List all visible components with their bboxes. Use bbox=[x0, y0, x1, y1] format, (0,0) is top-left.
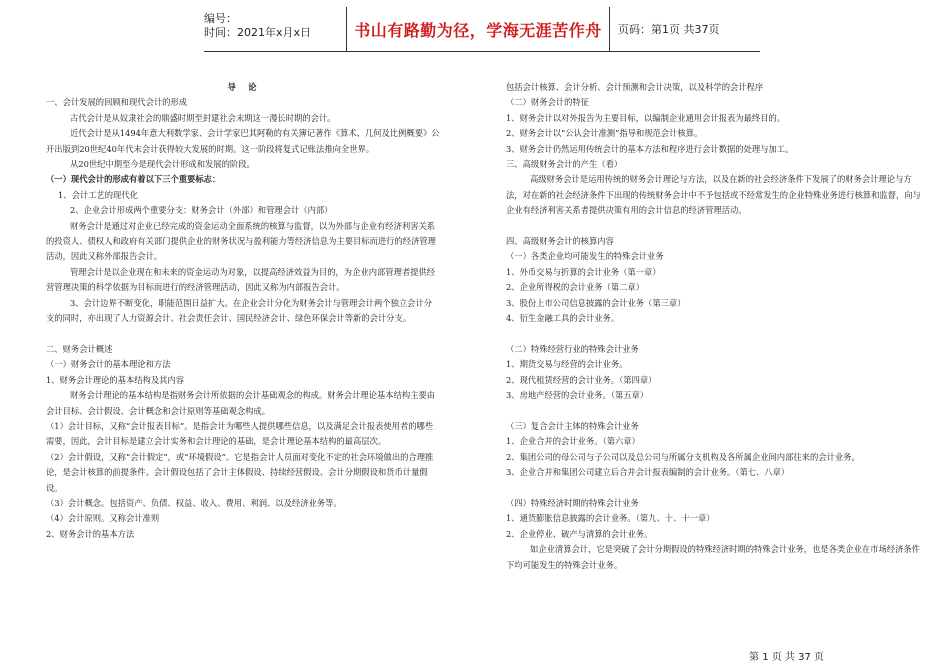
paragraph: 2、财务会计以“公认会计准测”指导和规范会计核算。 bbox=[506, 128, 703, 139]
paragraph: 3、财务会计仍然运用传统会计的基本方法和程序进行会计数据的处理与加工。 bbox=[506, 143, 794, 154]
paragraph: 四、高级财务会计的核算内容 bbox=[506, 236, 614, 247]
paragraph: 2、企业停业、破产与清算的会计业务。 bbox=[506, 528, 653, 539]
paragraph: 2、财务会计的基本方法 bbox=[46, 528, 135, 539]
spacer bbox=[506, 326, 928, 341]
paragraph: 1、企业合并的会计业务。（第六章） bbox=[506, 436, 640, 447]
time-label: 时间：2021年x月x日 bbox=[204, 26, 312, 39]
paragraph: （1）会计目标，又称“会计报表目标”。是指会计为哪些人提供哪些信息，以及满足会计报表使用者的哪些需要，因此，会计目标是建立会计实务和会计理论的基础，是会计理论基本结构的最高层次。 bbox=[46, 420, 434, 447]
paragraph: 3、房地产经营的会计业务。（第五章） bbox=[506, 390, 649, 401]
paragraph: 高级财务会计是运用传统的财务会计理论与方法，以及在新的社会经济条件下发展了的财务会计理论与方法，对在新的社会经济条件下出现的传统财务会计中不予包括或不经常发生的企业特殊业务进行核算和监督，向与企业有经济利害关系者提供决策有用的会计信息的经济管理活动。 bbox=[506, 174, 921, 216]
paragraph: 古代会计是从奴隶社会的鼎盛时期至封建社会末期这一漫长时期的会计。 bbox=[70, 112, 336, 123]
number-label: 编号： bbox=[204, 12, 237, 25]
paragraph: （二）财务会计的特征 bbox=[506, 97, 589, 108]
page-header bbox=[204, 7, 760, 52]
paragraph: 三、高级财务会计的产生（看） bbox=[506, 159, 623, 170]
paragraph: 二、财务会计概述 bbox=[46, 343, 113, 354]
paragraph: （一）财务会计的基本理论和方法 bbox=[46, 359, 171, 370]
paragraph: （4）会计原则。又称会计准则 bbox=[46, 513, 160, 524]
paragraph: （一）各类企业均可能发生的特殊会计业务 bbox=[506, 251, 664, 262]
paragraph: 2、现代租赁经营的会计业务。（第四章） bbox=[506, 374, 657, 385]
paragraph: 如企业清算会计，它是突破了会计分期假设的特殊经济时期的特殊会计业务，也是各类企业在市场经济条件下均可能发生的特殊会计业务。 bbox=[506, 544, 920, 570]
page-footer: 第 1 页 共 37 页 bbox=[749, 652, 824, 663]
paragraph: 3、企业合并和集团公司建立后合并会计报表编制的会计业务。（第七、八章） bbox=[506, 467, 790, 478]
paragraph: 1、外币交易与折算的会计业务（第一章） bbox=[506, 266, 661, 277]
paragraph: 从20世纪中期至今是现代会计形成和发展的阶段。 bbox=[70, 159, 255, 170]
paragraph: （三）复合会计主体的特殊会计业务 bbox=[506, 420, 639, 431]
paragraph: （二）特殊经营行业的特殊会计业务 bbox=[506, 343, 639, 354]
section-title: 导 论 bbox=[227, 82, 259, 92]
header-page-code: 页码：第1页 共37页 bbox=[618, 23, 720, 36]
paragraph: 近代会计是从1494年意大利数学家、会计学家巴其阿勒的有关簿记著作《算术、几何及比例概要》公开出版到20世纪40年代末会计获得较大发展的时期。这一阶段将复式记账法推向全世界。 bbox=[46, 128, 440, 154]
paragraph: 财务会计理论的基本结构是指财务会计所依据的会计基础观念的构成。财务会计理论基本结构主要由会计目标、会计假设、会计概念和会计原则等基础观念构成。 bbox=[46, 390, 436, 416]
spacer bbox=[506, 219, 928, 234]
paragraph: 管理会计是以企业现在和未来的资金运动为对象，以提高经济效益为目的，为企业内部管理者提供经营管理决策的科学依据为目标而进行的经济管理活动，因此又称为内部报告会计。 bbox=[46, 266, 436, 293]
paragraph: 3、会计边界不断变化，职能范围日益扩大。在企业会计分化为财务会计与管理会计两个独立会计分支的同时，亦出现了人力资源会计、社会责任会计、国民经济会计、绿色环保会计等新的会计分支。 bbox=[46, 297, 433, 324]
spacer bbox=[506, 404, 928, 419]
paragraph: 包括会计核算、会计分析、会计预测和会计决策，以及科学的会计程序 bbox=[506, 82, 764, 92]
paragraph: 财务会计是通过对企业已经完成的资金运动全面系统的核算与监督，以为外部与企业有经济利害关系的投资人、债权人和政府有关部门提供企业的财务状况与盈利能力等经济信息为主要目标而进行的经济管理活动，因此又称外部报告会计。 bbox=[46, 220, 436, 262]
paragraph: 1、财务会计以对外报告为主要目标，以编制企业通用会计报表为最终目的。 bbox=[506, 112, 786, 123]
paragraph: 2、企业所得税的会计业务（第二章） bbox=[506, 282, 645, 293]
paragraph: 1、财务会计理论的基本结构及其内容 bbox=[46, 374, 185, 385]
spacer bbox=[46, 327, 440, 342]
header-motto: 书山有路勤为径，学海无涯苦作舟 bbox=[346, 7, 610, 51]
left-column bbox=[46, 80, 440, 542]
paragraph: 2、集团公司的母公司与子公司以及总公司与所属分支机构及各所属企业间内部往来的会计业务。 bbox=[506, 451, 860, 462]
paragraph: 一、会计发展的回顾和现代会计的形成 bbox=[46, 97, 188, 108]
paragraph: 1、会计工艺的现代化 bbox=[58, 189, 138, 200]
paragraph: （四）特殊经济时期的特殊会计业务 bbox=[506, 497, 639, 508]
paragraph: （3）会计概念。包括资产、负债、权益、收入、费用、利润、以及经济业务等。 bbox=[46, 497, 342, 508]
paragraph: 1、通货膨胀信息披露的会计业务。（第九、十、十一章） bbox=[506, 513, 715, 524]
paragraph: 1、期货交易与经营的会计业务。 bbox=[506, 359, 628, 370]
right-column bbox=[506, 80, 928, 573]
paragraph: 2、企业会计形成两个重要分支：财务会计（外部）和管理会计（内部） bbox=[70, 205, 333, 216]
paragraph: 3、股份上市公司信息披露的会计业务（第三章） bbox=[506, 297, 686, 308]
paragraph: （一）现代会计的形成有着以下三个重要标志： bbox=[46, 174, 221, 185]
header-meta bbox=[204, 7, 346, 51]
paragraph: （2）会计假设，又称“会计假定”，或“环境假设”。它是指会计人员面对变化不定的社会环境做出的合理推论，是会计核算的前提条件。会计假设包括了会计主体假设、持续经营假设、会计分期假设和货币计量假设。 bbox=[46, 451, 434, 493]
spacer bbox=[506, 481, 928, 496]
paragraph: 4、衍生金融工具的会计业务。 bbox=[506, 313, 620, 324]
